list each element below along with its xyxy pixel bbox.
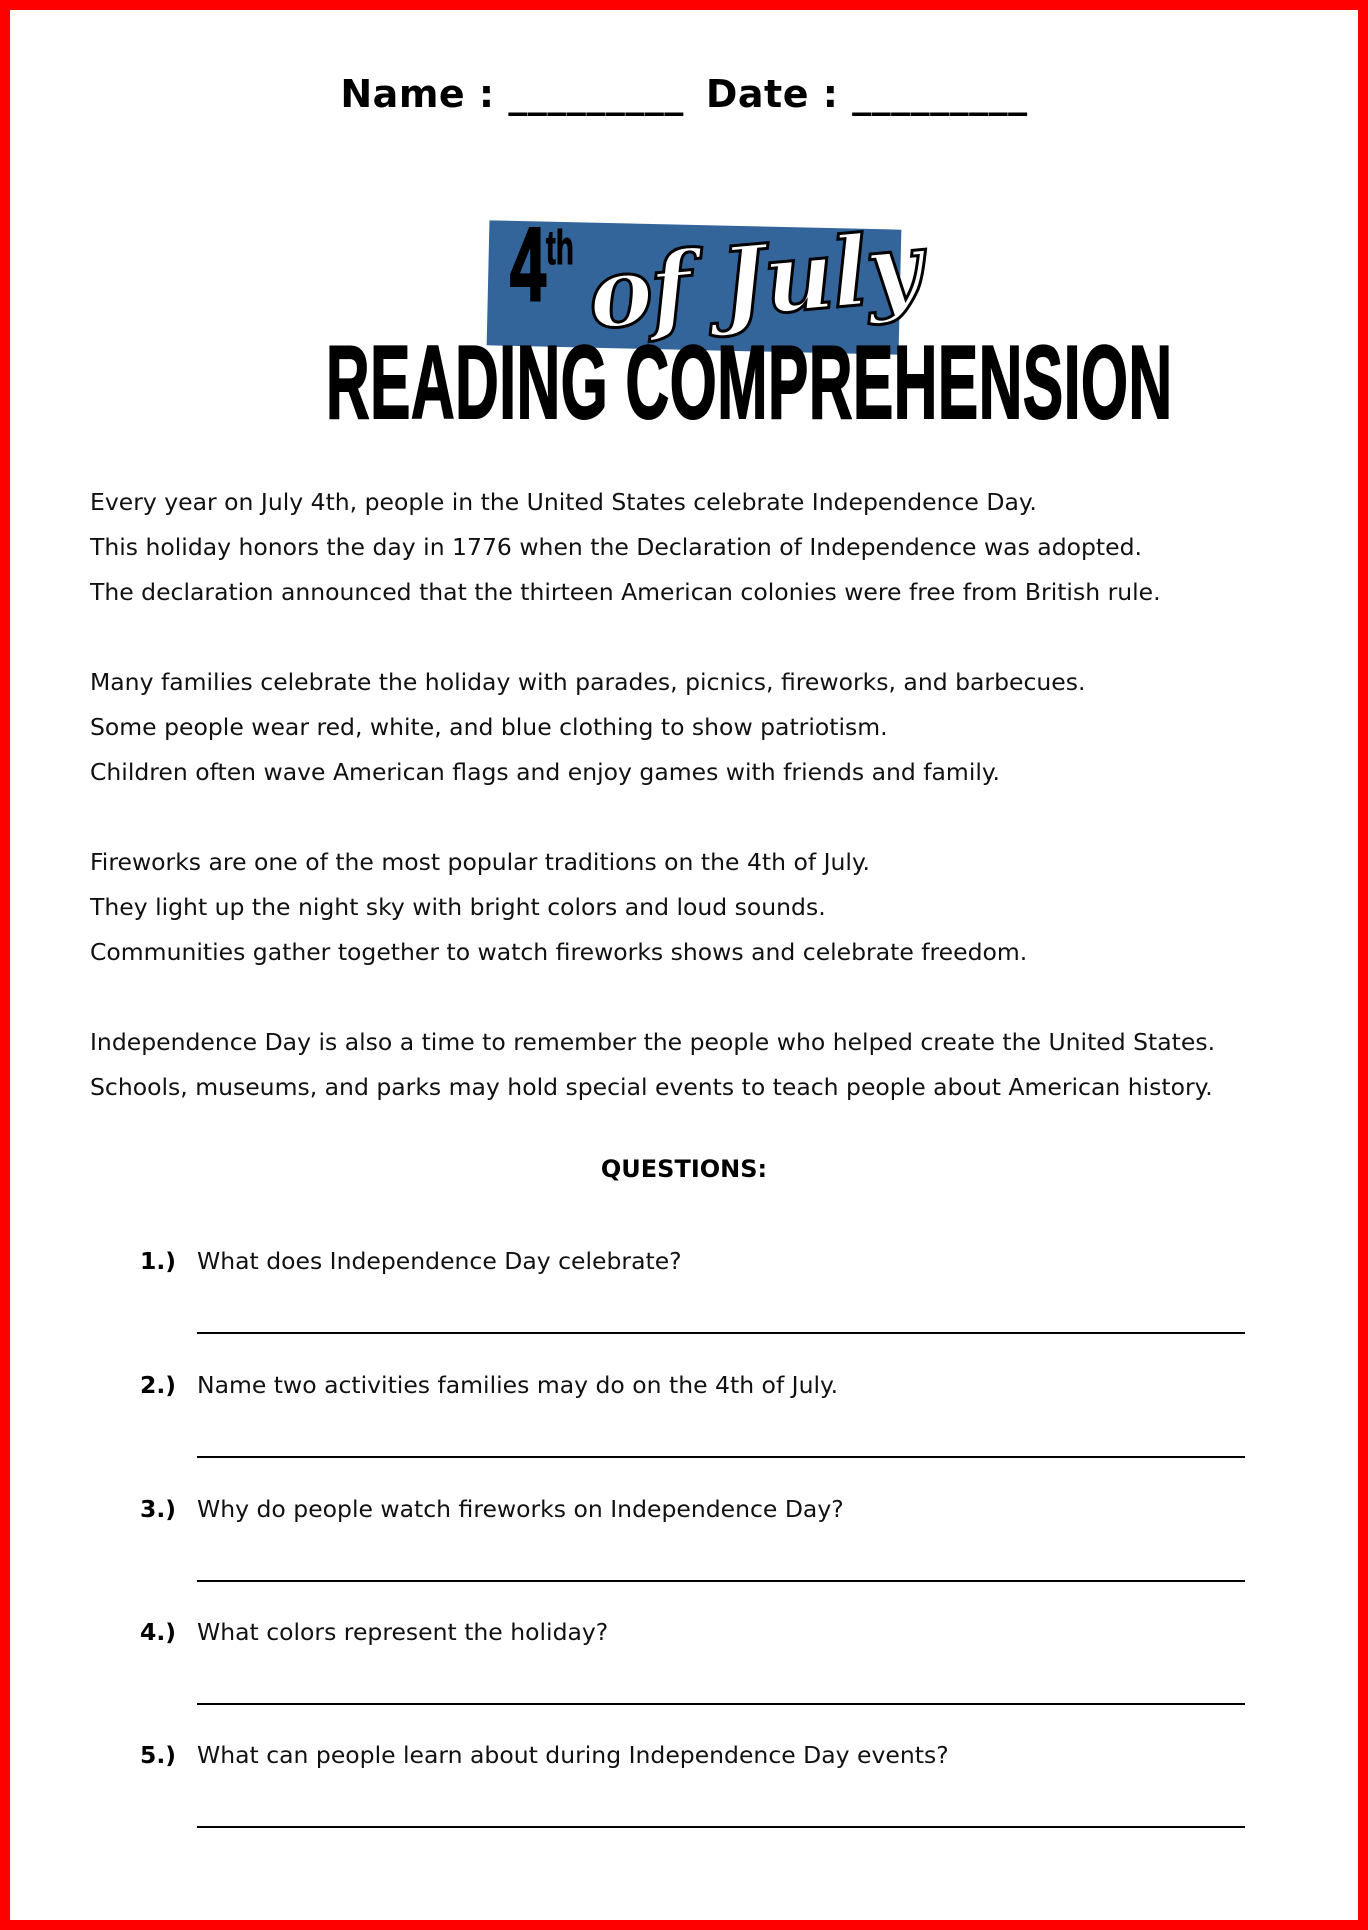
- passage-paragraph: [90, 480, 1310, 615]
- answer-line[interactable]: [197, 1703, 1245, 1705]
- passage-line: They light up the night sky with bright colors and loud sounds.: [90, 893, 826, 921]
- passage-line: Children often wave American flags and enjoy games with friends and family.: [90, 758, 1000, 786]
- question-number: 1.): [140, 1247, 177, 1275]
- answer-line[interactable]: [197, 1826, 1245, 1828]
- question-text: What can people learn about during Independence Day events?: [197, 1741, 949, 1769]
- passage-paragraph: [90, 1020, 1310, 1110]
- title-script: of July: [583, 209, 925, 352]
- reading-passage: [90, 480, 1310, 1155]
- question-item: [10, 1247, 1358, 1371]
- question-item: [10, 1741, 1358, 1865]
- question-text: What does Independence Day celebrate?: [197, 1247, 682, 1275]
- question-item: [10, 1495, 1358, 1619]
- question-text: What colors represent the holiday?: [197, 1618, 609, 1646]
- title-subtitle: READING COMPREHENSION: [326, 325, 1173, 441]
- passage-paragraph: [90, 840, 1310, 975]
- name-date-header: [10, 72, 1358, 116]
- passage-line: Schools, museums, and parks may hold special events to teach people about American history.: [90, 1073, 1213, 1101]
- title-fourth: 4th: [510, 207, 574, 323]
- passage-line: The declaration announced that the thirteen American colonies were free from British rule.: [90, 578, 1161, 606]
- answer-line[interactable]: [197, 1332, 1245, 1334]
- question-number: 3.): [140, 1495, 177, 1523]
- passage-line: Some people wear red, white, and blue clothing to show patriotism.: [90, 713, 888, 741]
- passage-line: Fireworks are one of the most popular traditions on the 4th of July.: [90, 848, 870, 876]
- question-number: 5.): [140, 1741, 177, 1769]
- question-number: 4.): [140, 1618, 177, 1646]
- question-item: [10, 1371, 1358, 1495]
- date-label: Date : _________: [705, 72, 1028, 116]
- title-logo: [10, 207, 1358, 441]
- answer-line[interactable]: [197, 1456, 1245, 1458]
- passage-line: This holiday honors the day in 1776 when the Declaration of Independence was adopted.: [90, 533, 1142, 561]
- passage-line: Every year on July 4th, people in the United States celebrate Independence Day.: [90, 488, 1037, 516]
- passage-line: Communities gather together to watch fireworks shows and celebrate freedom.: [90, 938, 1028, 966]
- passage-paragraph: [90, 660, 1310, 795]
- question-text: Name two activities families may do on the 4th of July.: [197, 1371, 839, 1399]
- passage-line: Independence Day is also a time to remember the people who helped create the United States.: [90, 1028, 1216, 1056]
- question-text: Why do people watch fireworks on Independence Day?: [197, 1495, 844, 1523]
- question-item: [10, 1618, 1358, 1742]
- name-label: Name : _________: [340, 72, 684, 116]
- passage-line: Many families celebrate the holiday with parades, picnics, fireworks, and barbecues.: [90, 668, 1086, 696]
- answer-line[interactable]: [197, 1580, 1245, 1582]
- question-number: 2.): [140, 1371, 177, 1399]
- questions-heading: QUESTIONS:: [600, 1155, 768, 1183]
